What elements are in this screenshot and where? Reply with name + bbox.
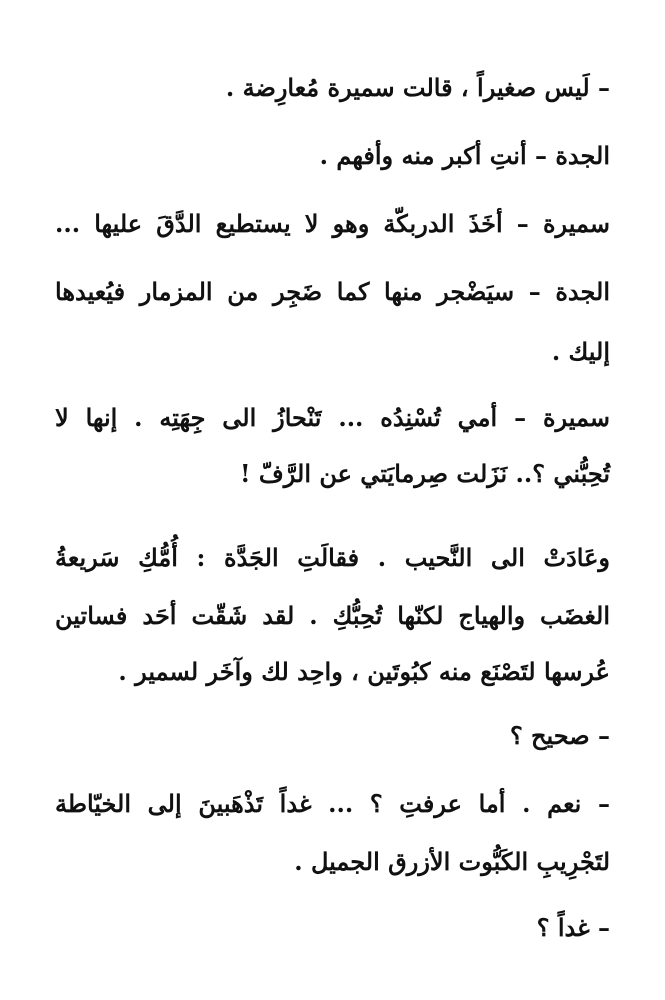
text-line-8: وعَادَتْ الى النَّحيب . فقالَتِ الجَدَّة : أُمُّكِ سَريعةُ — [55, 543, 610, 572]
text-line-2: الجدة – أنتِ أكبر منه وأفهم . — [319, 141, 610, 170]
text-line-4: الجدة – سيَضْجر منها كما ضَجِر من المزمار فيُعيدها — [55, 277, 610, 306]
text-line-11: – صحيح ؟ — [509, 721, 610, 750]
text-line-6: سميرة – أمي تُسْنِدُه ... تَنْحازُ الى جِهَتِه . إنها لا — [55, 403, 610, 432]
text-line-3: سميرة – أخَذَ الدربكّة وهو لا يستطيع الدَّقَ عليها ... — [55, 209, 610, 238]
text-line-14: – غداً ؟ — [536, 913, 610, 942]
text-line-1: – لَيس صغيراً ، قالت سميرة مُعارِضة . — [225, 73, 610, 102]
text-line-9: الغضَب والهياج لكنّها تُحِبُّكِ . لقد شَقّت أحَد فساتين — [55, 601, 610, 630]
text-line-5: إليك . — [551, 337, 610, 366]
text-line-12: – نعم . أما عرفتِ ؟ ... غداً تَذْهَبينَ إلى الخيّاطة — [55, 789, 610, 818]
text-line-13: لتَجْرِيبِ الكَبُّوت الأزرق الجميل . — [294, 847, 610, 876]
text-line-7: تُحِبُّني ؟.. نَزَلت صِرمايَتي عن الرَّفّ ! — [240, 459, 610, 488]
text-line-10: عُرسها لتَصْنَع منه كبُوتَين ، واحِد لك وآخَر لسمير . — [118, 657, 610, 686]
